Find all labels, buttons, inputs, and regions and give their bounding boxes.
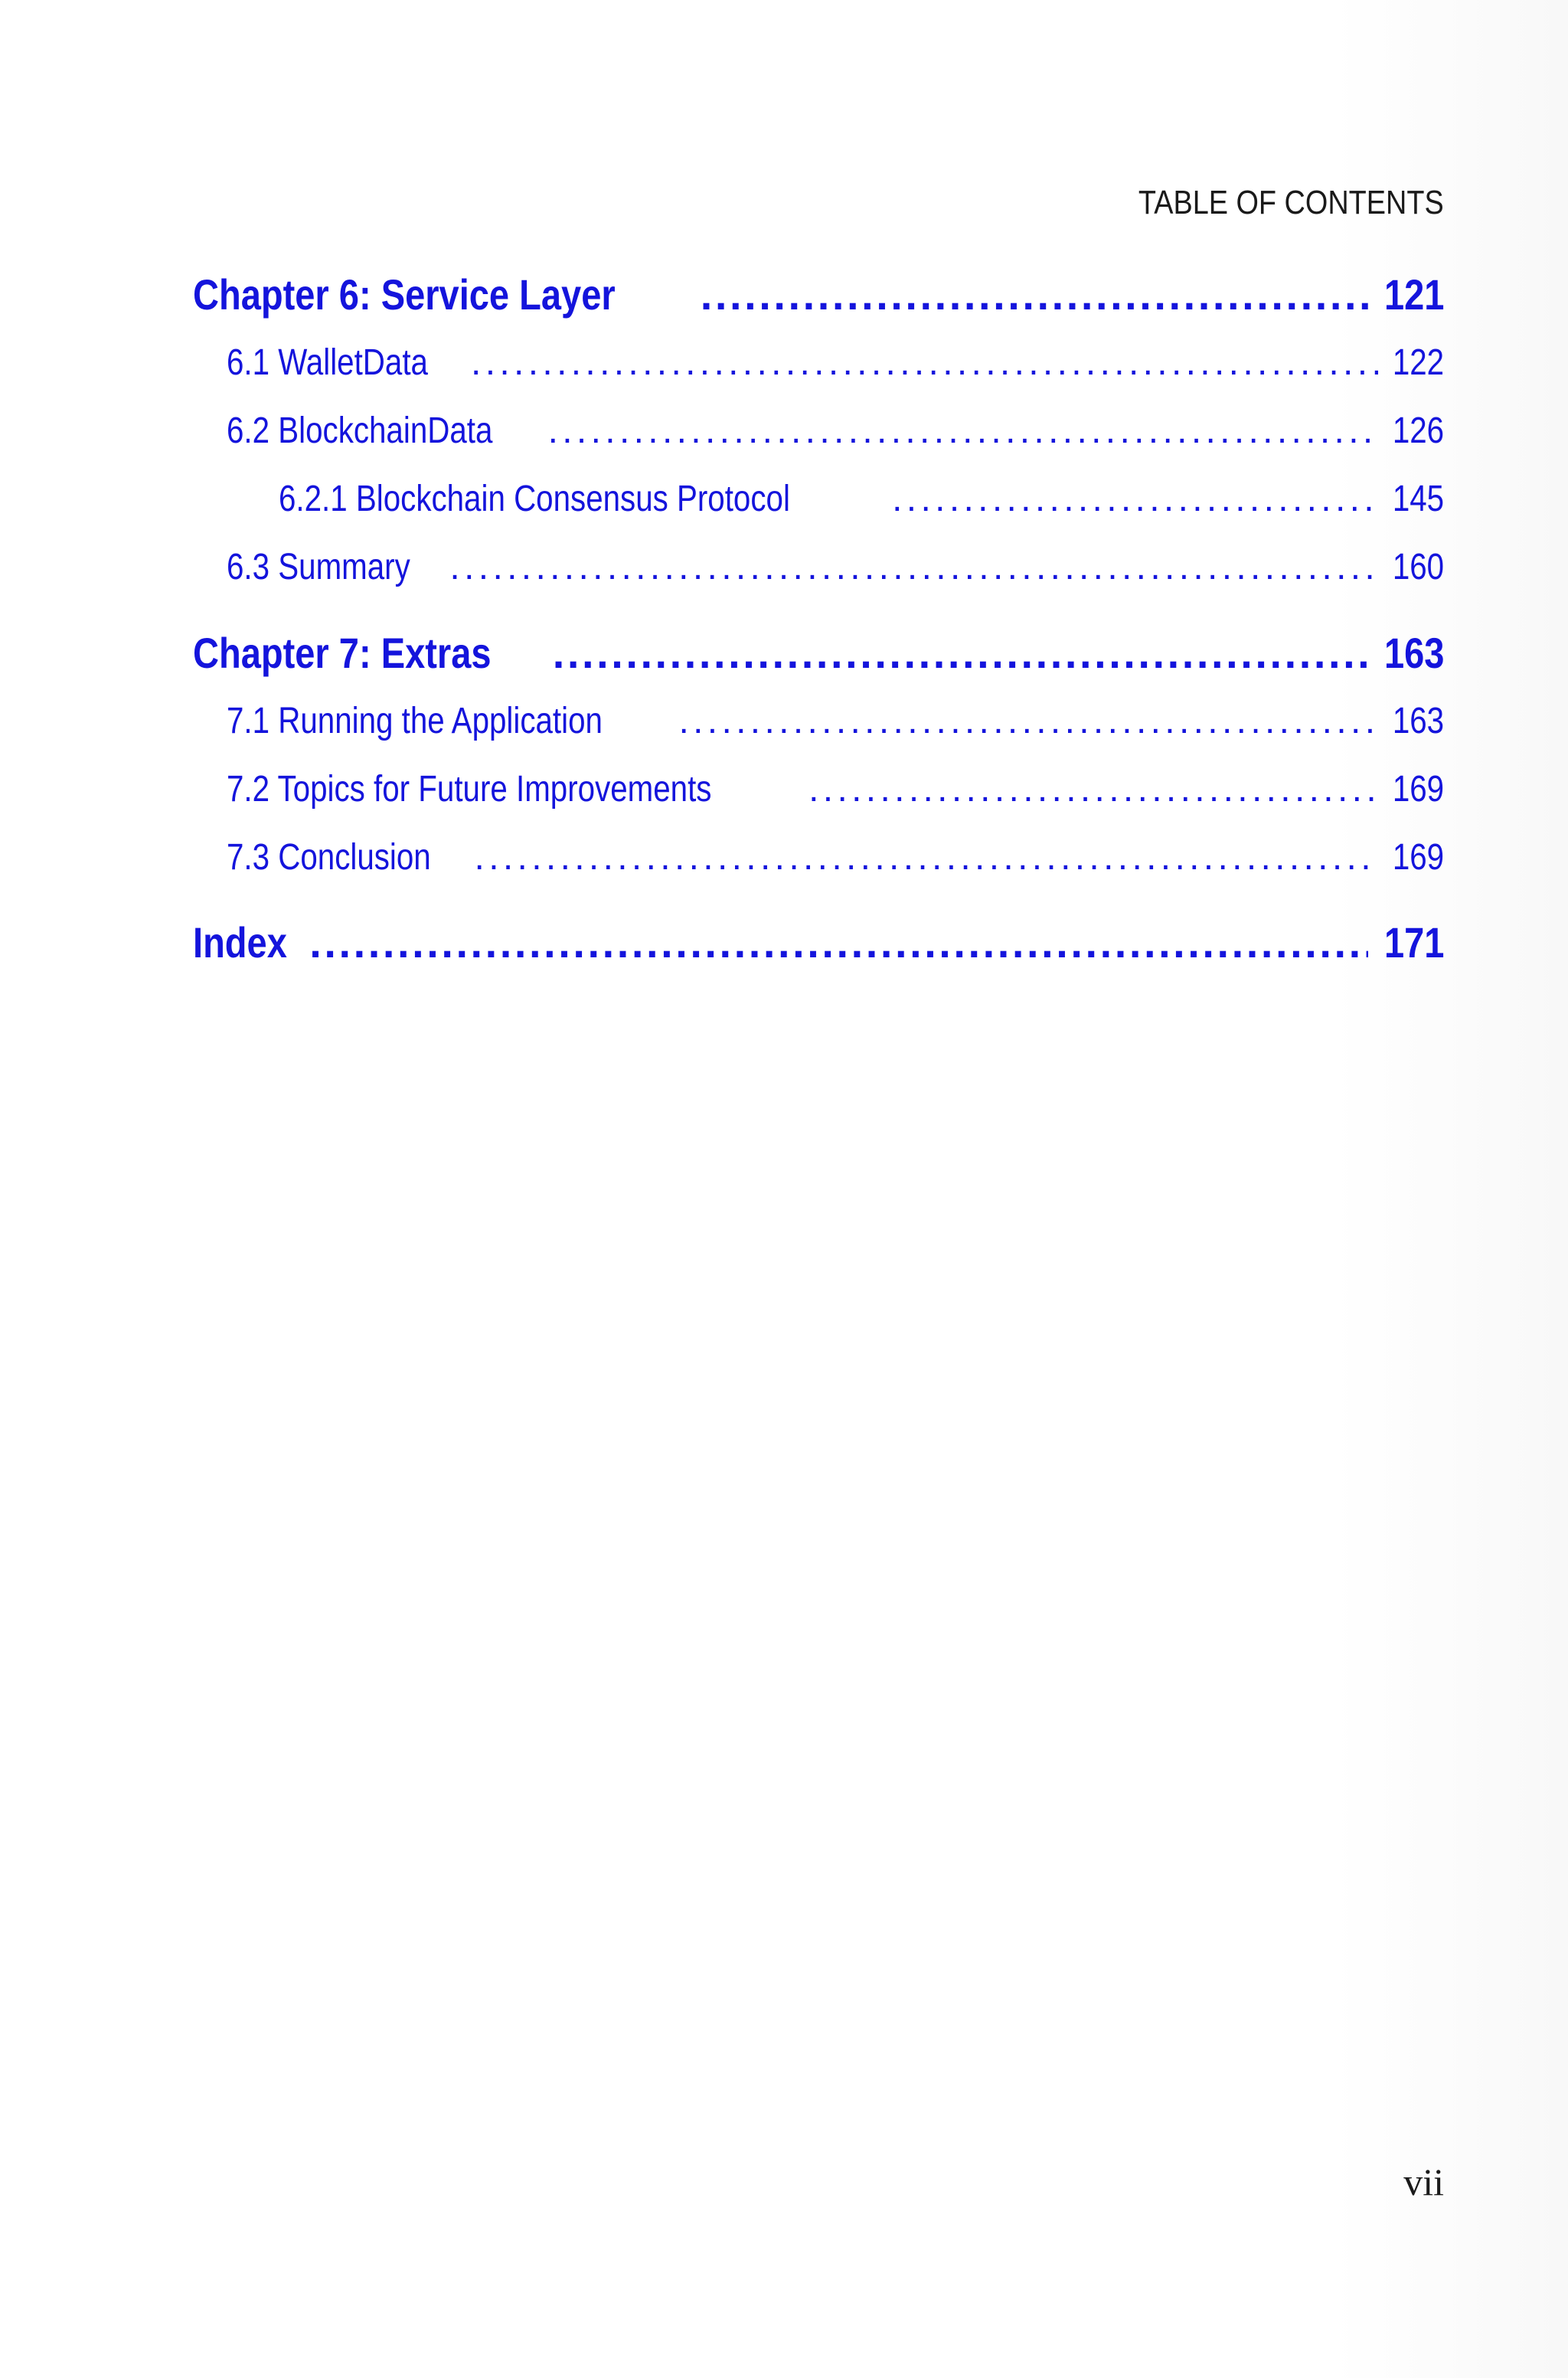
dot-leader: [892, 478, 1378, 520]
toc-entry-chapter-6[interactable]: [193, 270, 1444, 323]
dot-leader: [548, 410, 1378, 452]
toc-entry-6-1[interactable]: [227, 342, 1444, 388]
running-head: TABLE OF CONTENTS: [1138, 184, 1444, 221]
toc-entry-page: 169: [1392, 837, 1444, 878]
dot-leader: [475, 836, 1378, 878]
toc-entry-title: 6.1 WalletData: [227, 342, 428, 383]
toc-entry-index[interactable]: [193, 918, 1444, 971]
toc-entry-page: 169: [1392, 769, 1444, 810]
toc-entry-title: 6.2.1 Blockchain Consensus Protocol: [279, 479, 790, 519]
toc-entry-page: 171: [1383, 918, 1444, 967]
dot-leader: [808, 768, 1378, 810]
toc-entry-page: 145: [1392, 479, 1444, 519]
toc-entry-page: 122: [1392, 342, 1444, 383]
page-number: vii: [1403, 2160, 1444, 2203]
toc-entry-7-2[interactable]: [227, 768, 1444, 814]
toc-entry-page: 121: [1383, 270, 1444, 319]
toc-entry-title: Index: [193, 918, 287, 967]
toc-entry-7-1[interactable]: [227, 700, 1444, 746]
toc-entry-page: 160: [1392, 547, 1444, 587]
toc-entry-title: Chapter 7: Extras: [193, 629, 492, 677]
toc-entry-6-2-1[interactable]: [279, 478, 1444, 524]
dot-leader: [309, 918, 1367, 967]
dot-leader: [553, 628, 1368, 678]
toc-entry-page: 163: [1392, 701, 1444, 741]
dot-leader: [678, 700, 1377, 742]
toc-entry-chapter-7[interactable]: [193, 628, 1444, 682]
toc-entry-title: 7.1 Running the Application: [227, 701, 603, 741]
toc-entry-title: 6.3 Summary: [227, 547, 410, 587]
toc-entry-6-3[interactable]: [227, 546, 1444, 592]
toc-entry-title: 6.2 BlockchainData: [227, 411, 493, 451]
toc-entry-title: Chapter 6: Service Layer: [193, 270, 616, 319]
toc-entry-page: 163: [1383, 629, 1444, 677]
dot-leader: [471, 342, 1378, 384]
toc-entry-7-3[interactable]: [227, 836, 1444, 882]
toc-entry-page: 126: [1392, 411, 1444, 451]
dot-leader: [449, 546, 1377, 588]
dot-leader: [701, 270, 1368, 319]
toc-entry-title: 7.2 Topics for Future Improvements: [227, 769, 712, 810]
toc-entry-title: 7.3 Conclusion: [227, 837, 431, 878]
toc-entry-6-2[interactable]: [227, 410, 1444, 456]
